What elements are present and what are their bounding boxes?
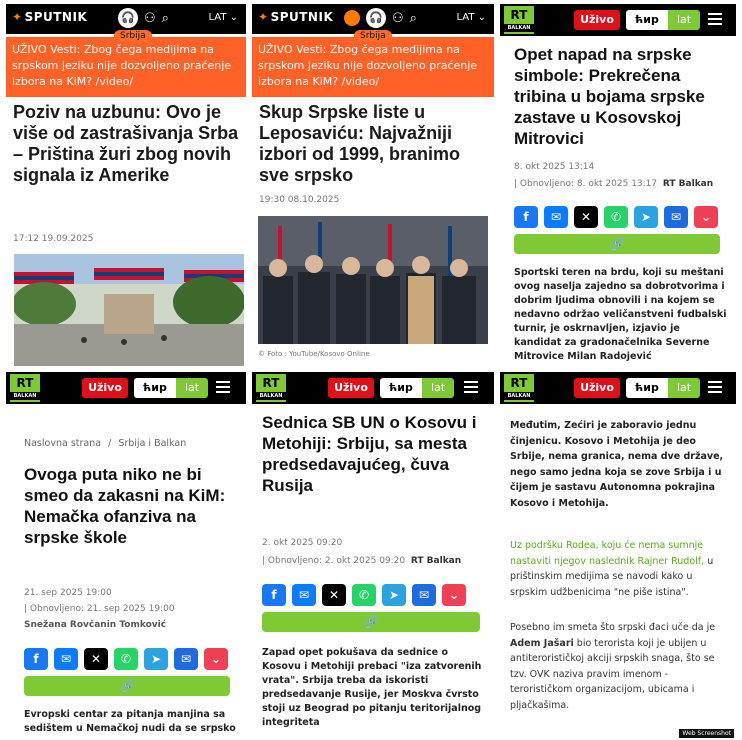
article-title: Skup Srpske liste u Leposaviću: Najvažniji izbori od 1999, branimo sve srpsko — [259, 102, 461, 185]
headphones-icon[interactable]: 🎧 — [366, 8, 386, 28]
cyrillic-option[interactable]: ћир — [626, 378, 668, 398]
breadcrumb-home[interactable]: Naslovna strana — [24, 438, 102, 449]
header-icons — [344, 8, 417, 28]
article-paragraph-3 — [510, 620, 730, 713]
script-toggle — [626, 378, 700, 398]
article-photo — [258, 216, 488, 344]
source-label: RT Balkan — [662, 179, 714, 189]
article-author[interactable]: Snežana Rovčanin Tomković — [24, 620, 167, 630]
breadcrumb — [24, 438, 186, 449]
article-date: 21. sep 2025 19:00 — [24, 588, 112, 598]
article-date: 19:30 08.10.2025 — [259, 195, 340, 205]
menu-icon[interactable] — [708, 13, 722, 25]
inline-link[interactable]: Uz podršku Rodea, koju će nema sumnje nastaviti njegov naslednik Rajner Rudolf, — [510, 540, 705, 567]
user-icon[interactable]: ⚇ — [144, 10, 156, 26]
pocket-icon[interactable]: ⌄ — [204, 648, 228, 670]
logo-subtext: BALKAN — [504, 392, 534, 400]
header-icons — [118, 8, 169, 28]
live-banner[interactable]: UŽIVO Vesti: Zbog čega medijima na srpskom jeziku nije dozvoljeno praćenje izbora na KiM? /video/ — [252, 37, 494, 97]
logo-text: RT — [510, 376, 528, 390]
x-icon[interactable]: ✕ — [84, 648, 108, 670]
live-button[interactable]: Uživo — [82, 378, 128, 398]
updated-text: Obnovljeno: 21. sep 2025 19:00 — [29, 604, 175, 614]
source-label: RT Balkan — [410, 556, 462, 566]
rt-header — [252, 372, 494, 404]
telegram-icon[interactable]: ➤ — [144, 648, 168, 670]
record-icon[interactable] — [344, 10, 360, 26]
pocket-icon[interactable]: ⌄ — [442, 584, 466, 606]
facebook-icon[interactable]: f — [24, 648, 48, 670]
logo-text: RT — [510, 8, 528, 22]
logo-subtext: BALKAN — [504, 24, 534, 32]
menu-icon[interactable] — [216, 381, 230, 393]
logo-text: RT — [16, 376, 34, 390]
rt-logo[interactable] — [256, 374, 286, 402]
article-panel-2 — [252, 4, 494, 368]
share-bar — [262, 584, 466, 606]
share-bar — [24, 648, 228, 670]
menu-icon[interactable] — [464, 381, 478, 393]
latin-option[interactable]: lat — [668, 10, 700, 30]
email-icon[interactable]: ✉ — [174, 648, 198, 670]
sputnik-logo[interactable] — [258, 10, 333, 24]
sputnik-star-icon: ✦ — [258, 10, 269, 24]
cyrillic-option[interactable]: ћир — [626, 10, 668, 30]
article-panel-5 — [252, 372, 494, 740]
script-toggle — [626, 10, 700, 30]
headphones-icon[interactable]: 🎧 — [118, 8, 138, 28]
updated-text: Obnovljeno: 2. okt 2025 09:20 — [267, 556, 406, 566]
sputnik-star-icon: ✦ — [12, 10, 23, 24]
logo-subtext: BALKAN — [10, 392, 40, 400]
latin-option[interactable]: lat — [668, 378, 700, 398]
rt-logo[interactable] — [10, 374, 40, 402]
article-date: 8. okt 2025 13:14 — [514, 162, 595, 172]
article-panel-3 — [500, 4, 736, 368]
whatsapp-icon[interactable]: ✆ — [352, 584, 376, 606]
live-button[interactable]: Uživo — [328, 378, 374, 398]
live-button[interactable]: Uživo — [574, 10, 620, 30]
whatsapp-icon[interactable]: ✆ — [604, 206, 628, 228]
article-date: 2. okt 2025 09:20 — [262, 538, 343, 548]
article-panel-1 — [6, 4, 246, 368]
sputnik-logo[interactable] — [12, 10, 87, 24]
messenger-icon[interactable]: ✉ — [54, 648, 78, 670]
share-bar — [514, 206, 718, 228]
facebook-icon[interactable]: f — [262, 584, 286, 606]
cyrillic-option[interactable]: ћир — [380, 378, 422, 398]
search-icon[interactable]: ⌕ — [161, 10, 169, 26]
section-badge[interactable]: Srbija — [354, 30, 392, 42]
live-banner[interactable]: UŽIVO Vesti: Zbog čega medijima na srpskom jeziku nije dozvoljeno praćenje izbora na KiM? /video/ — [6, 37, 246, 97]
article-lead: Sportski teren na brdu, koji su meštani ovog naselja zajedno sa dobrotvorima i dobrim ljudima obnovili i na kojem se nedavno održao veličanstveni fudbalski turnir, je oskrnavljen, izjavio je kandidat za gradonačelnika Severne Mitrovice Milan Radojević — [514, 267, 727, 362]
paragraph-text: Posebno im smeta što srpski đaci uče da je — [510, 622, 716, 633]
email-icon[interactable]: ✉ — [412, 584, 436, 606]
photo-caption: © Foto : YouTube/Kosovo Online — [258, 350, 370, 358]
article-date: 17:12 19.09.2025 — [13, 234, 94, 244]
latin-option[interactable]: lat — [422, 378, 454, 398]
messenger-icon[interactable]: ✉ — [292, 584, 316, 606]
breadcrumb-section[interactable]: Srbija i Balkan — [118, 438, 187, 449]
facebook-icon[interactable]: f — [514, 206, 538, 228]
article-title: Sednica SB UN o Kosovu i Metohiji: Srbiju, sa mesta predsedavajućeg, čuva Rusija — [262, 413, 477, 495]
live-button[interactable]: Uživo — [574, 378, 620, 398]
messenger-icon[interactable]: ✉ — [544, 206, 568, 228]
article-lead: Evropski centar za pitanja manjina sa sedištem u Nemačkoj nudi da se srpsko — [24, 709, 236, 734]
copy-link-button[interactable]: 🔗 — [262, 612, 480, 632]
copy-link-button[interactable]: 🔗 — [514, 234, 720, 254]
article-paragraph-2 — [510, 538, 730, 600]
article-updated: | Obnovljeno: 21. sep 2025 19:00 — [24, 604, 175, 614]
logo-text: RT — [262, 376, 280, 390]
paragraph-text: u prištinskim medijima se navodi kako u srpskim udžbenicima "ne piše istina". — [510, 555, 714, 598]
article-photo — [14, 254, 244, 366]
telegram-icon[interactable]: ➤ — [634, 206, 658, 228]
article-panel-6 — [500, 372, 736, 740]
updated-text: Obnovljeno: 8. okt 2025 13:17 — [519, 179, 658, 189]
x-icon[interactable]: ✕ — [322, 584, 346, 606]
telegram-icon[interactable]: ➤ — [382, 584, 406, 606]
article-panel-4 — [6, 372, 246, 740]
script-toggle — [380, 378, 454, 398]
x-icon[interactable]: ✕ — [574, 206, 598, 228]
script-toggle — [134, 378, 208, 398]
whatsapp-icon[interactable]: ✆ — [114, 648, 138, 670]
article-updated: | Obnovljeno: 8. okt 2025 13:17 RT Balkan — [514, 179, 714, 189]
bold-name: Adem Jašari — [510, 637, 574, 649]
language-label: LAT — [456, 12, 475, 23]
logo-text: SPUTNIK — [24, 10, 88, 24]
latin-option[interactable]: lat — [176, 378, 208, 398]
language-switch[interactable]: LAT ⌄ — [208, 12, 238, 23]
menu-icon[interactable] — [708, 381, 722, 393]
search-icon[interactable]: ⌕ — [409, 10, 417, 26]
user-icon[interactable]: ⚇ — [392, 10, 404, 26]
section-badge[interactable]: Srbija — [114, 30, 152, 42]
watermark: Web Screenshot — [679, 729, 734, 738]
article-title: Poziv na uzbunu: Ovo je više od zastrašivanja Srba – Priština žuri zbog novih signala iz Amerike — [13, 102, 239, 185]
language-switch[interactable]: LAT ⌄ — [456, 12, 486, 23]
logo-text: SPUTNIK — [270, 10, 334, 24]
article-title: Opet napad na srpske simbole: Prekrečena tribina u bojama srpske zastave u Kosovskoj Mitrovici — [514, 45, 705, 148]
rt-header — [500, 372, 736, 404]
rt-logo[interactable] — [504, 6, 534, 34]
rt-header — [500, 4, 736, 36]
article-updated: | Obnovljeno: 2. okt 2025 09:20 RT Balkan — [262, 556, 462, 566]
rt-logo[interactable] — [504, 374, 534, 402]
rt-header — [6, 372, 246, 404]
email-icon[interactable]: ✉ — [664, 206, 688, 228]
article-paragraph-1: Međutim, Zećiri je zaboravio jednu činjenicu. Kosovo i Metohija je deo Srbije, nema granica, nema dve države, nego samo jedna koja se zove Srbija i u čijem je sastavu Autonomna pokrajina Kosovo i Metohija. — [510, 420, 724, 509]
breadcrumb-separator: / — [108, 438, 112, 449]
copy-link-button[interactable]: 🔗 — [24, 676, 230, 696]
pocket-icon[interactable]: ⌄ — [694, 206, 718, 228]
article-lead: Zapad opet pokušava da sednice o Kosovu i Metohiji prebaci "iza zatvorenih vrata". Srbija treba da iskoristi predsedavanje Rusije, jer Moskva čvrsto stoji uz Beograd po pitanju teritorijalnog integriteta — [262, 647, 482, 728]
logo-subtext: BALKAN — [256, 392, 286, 400]
cyrillic-option[interactable]: ћир — [134, 378, 176, 398]
article-title: Ovoga puta niko ne bi smeo da zakasni na KiM: Nemačka ofanziva na srpske škole — [24, 465, 226, 547]
language-label: LAT — [208, 12, 227, 23]
paragraph-text: bio terorista koji je ubijen u antiterorističkoj akciji srpskih snaga, što se tzv. OVK naziva pravim imenom - terorističkom organizacijom, ubicama i pljačkašima. — [510, 637, 715, 711]
